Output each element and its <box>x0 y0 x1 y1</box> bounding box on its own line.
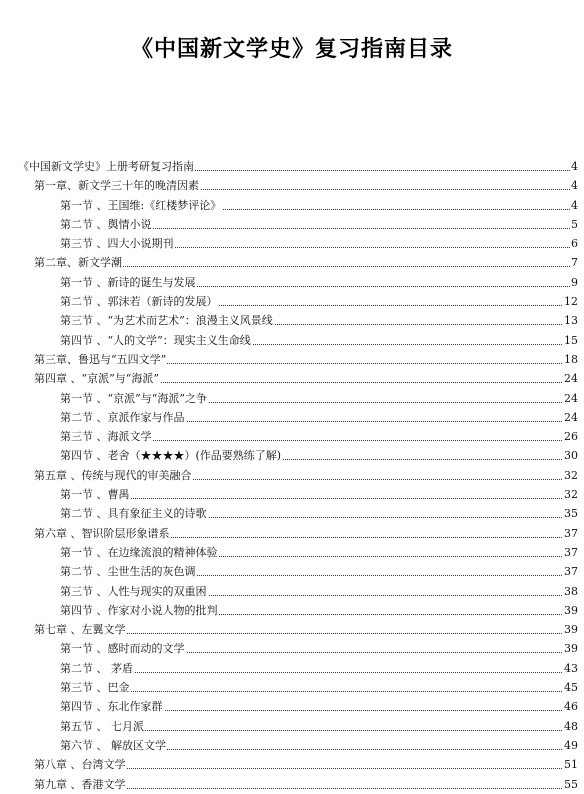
toc-entry-label: 第三节 、人性与现实的双重困 <box>60 582 208 601</box>
toc-entry-label: 第三节 、巴金 <box>60 678 131 697</box>
toc-entry-page-number: 37 <box>563 562 578 581</box>
toc-dot-leader <box>60 672 570 673</box>
toc-entry-page-number: 13 <box>563 311 578 330</box>
toc-entry[interactable] <box>0 543 584 562</box>
toc-entry-page-number: 35 <box>563 504 578 523</box>
toc-entry[interactable] <box>0 408 584 427</box>
toc-entry[interactable] <box>0 504 584 523</box>
toc-entry[interactable] <box>0 446 584 465</box>
toc-entry-page-number: 4 <box>570 196 578 215</box>
toc-entry[interactable] <box>0 157 584 176</box>
toc-entry-label: 第二章、新文学潮 <box>34 253 123 272</box>
toc-entry[interactable] <box>0 678 584 697</box>
toc-entry-page-number: 26 <box>563 427 578 446</box>
toc-entry-label: 第二节 、 茅盾 <box>60 659 134 678</box>
toc-entry-page-number: 39 <box>563 620 578 639</box>
toc-entry[interactable] <box>0 215 584 234</box>
toc-entry-page-number: 24 <box>563 408 578 427</box>
toc-entry[interactable] <box>0 775 584 794</box>
toc-entry-label: 第一章、新文学三十年的晚清因素 <box>34 176 200 195</box>
toc-entry[interactable] <box>0 485 584 504</box>
toc-entry[interactable] <box>0 466 584 485</box>
toc-entry-label: 第二节 、具有象征主义的诗歌 <box>60 504 208 523</box>
toc-entry-page-number: 6 <box>570 234 578 253</box>
toc-entry-page-number: 30 <box>563 446 578 465</box>
toc-entry-page-number: 49 <box>563 736 578 755</box>
toc-entry-page-number: 48 <box>563 717 578 736</box>
toc-entry[interactable] <box>0 601 584 620</box>
toc-entry-label: 第二节 、舆情小说 <box>60 215 153 234</box>
toc-entry-page-number: 7 <box>570 253 578 272</box>
toc-entry-label: 第一节 、“京派”与“海派”之争 <box>60 389 208 408</box>
toc-entry-label: 第五节 、 七月派 <box>60 717 145 736</box>
toc-entry[interactable] <box>0 697 584 716</box>
toc-entry[interactable] <box>0 234 584 253</box>
toc-entry[interactable] <box>0 311 584 330</box>
toc-entry[interactable] <box>0 196 584 215</box>
toc-entry-label: 第三章、鲁迅与“五四文学” <box>34 350 167 369</box>
toc-entry-page-number: 9 <box>570 273 578 292</box>
toc-entry-page-number: 32 <box>563 485 578 504</box>
toc-entry-page-number: 55 <box>563 775 578 794</box>
toc-entry-label: 第七章 、左翼文学 <box>34 620 127 639</box>
toc-entry[interactable] <box>0 176 584 195</box>
toc-entry-label: 第四节 、“人的文学”：现实主义生命线 <box>60 331 252 350</box>
toc-entry-page-number: 4 <box>570 157 578 176</box>
toc-entry-page-number: 38 <box>563 582 578 601</box>
toc-entry[interactable] <box>0 369 584 388</box>
toc-entry[interactable] <box>0 524 584 543</box>
toc-entry-label: 第四节 、作家对小说人物的批判 <box>60 601 219 620</box>
toc-entry-page-number: 5 <box>570 215 578 234</box>
toc-entry-page-number: 24 <box>563 389 578 408</box>
toc-dot-leader <box>60 691 570 692</box>
toc-entry-label: 第一节 、王国维:《红楼梦评论》 <box>60 196 222 215</box>
toc-entry-page-number: 45 <box>563 678 578 697</box>
toc-entry[interactable] <box>0 562 584 581</box>
toc-entry-page-number: 24 <box>563 369 578 388</box>
toc-entry-label: 第三节 、海派文学 <box>60 427 153 446</box>
toc-entry[interactable] <box>0 427 584 446</box>
toc-entry-page-number: 39 <box>563 639 578 658</box>
toc-entry-page-number: 37 <box>563 543 578 562</box>
toc-entry-label: 第四节 、东北作家群 <box>60 697 164 716</box>
toc-entry-label: 第三节 、“为艺术而艺术”：浪漫主义风景线 <box>60 311 274 330</box>
toc-entry-page-number: 46 <box>563 697 578 716</box>
toc-entry[interactable] <box>0 659 584 678</box>
toc-entry[interactable] <box>0 582 584 601</box>
toc-entry[interactable] <box>0 755 584 774</box>
toc-entry-label: 第四章 、“京派”与“海派” <box>34 369 160 388</box>
toc-entry-page-number: 4 <box>570 176 578 195</box>
toc-entry-label: 第一节 、在边缘流浪的精神体验 <box>60 543 219 562</box>
toc-entry-label: 第一节 、感时而动的文学 <box>60 639 186 658</box>
document-title: 《中国新文学史》复习指南目录 <box>130 37 453 62</box>
toc-entry[interactable] <box>0 639 584 658</box>
toc-entry-label: 第二节 、尘世生活的灰色调 <box>60 562 197 581</box>
toc-entry-page-number: 12 <box>563 292 578 311</box>
toc-entry-label: 第三节 、四大小说期刊 <box>60 234 175 253</box>
toc-entry-label: 《中国新文学史》上册考研复习指南 <box>18 157 195 176</box>
toc-dot-leader <box>60 498 570 499</box>
toc-entry[interactable] <box>0 389 584 408</box>
toc-entry[interactable] <box>0 620 584 639</box>
toc-entry[interactable] <box>0 736 584 755</box>
table-of-contents <box>0 157 584 794</box>
toc-entry-label: 第一节 、新诗的诞生与发展 <box>60 273 197 292</box>
toc-entry[interactable] <box>0 350 584 369</box>
toc-entry-page-number: 18 <box>563 350 578 369</box>
toc-entry-page-number: 15 <box>563 331 578 350</box>
toc-entry-label: 第九章 、香港文学 <box>34 775 127 794</box>
toc-entry-page-number: 51 <box>563 755 578 774</box>
toc-entry-label: 第五章 、传统与现代的审美融合 <box>34 466 193 485</box>
toc-entry-page-number: 43 <box>563 659 578 678</box>
toc-entry[interactable] <box>0 253 584 272</box>
toc-entry[interactable] <box>0 273 584 292</box>
toc-entry-page-number: 32 <box>563 466 578 485</box>
toc-entry-label: 第二节 、郭沫若（新诗的发展） <box>60 292 219 311</box>
toc-entry[interactable] <box>0 292 584 311</box>
toc-entry-label: 第八章 、台湾文学 <box>34 755 127 774</box>
toc-entry-label: 第六章 、智识阶层形象谱系 <box>34 524 171 543</box>
toc-entry-label: 第四节 、老舍（★★★★）(作品要熟练了解) <box>60 446 282 465</box>
toc-entry-label: 第二节 、京派作家与作品 <box>60 408 186 427</box>
toc-entry-label: 第一节 、曹禺 <box>60 485 131 504</box>
toc-entry-page-number: 37 <box>563 524 578 543</box>
toc-entry[interactable] <box>0 331 584 350</box>
toc-entry-label: 第六节 、 解放区文学 <box>60 736 167 755</box>
toc-entry[interactable] <box>0 717 584 736</box>
toc-entry-page-number: 39 <box>563 601 578 620</box>
